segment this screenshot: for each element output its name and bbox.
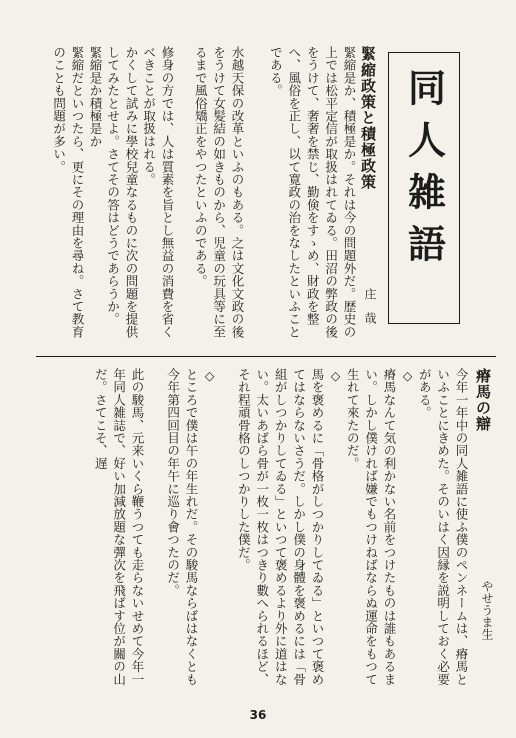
right-article-separator-3: ◇ xyxy=(202,368,217,384)
page-number: 36 xyxy=(249,708,267,722)
right-article-heading: 瘠馬の辯 xyxy=(474,368,492,432)
left-article-paragraph-2: 水越天保の改革といふのもある。之は文化文政の後をうけて女髪結の如きものから、児童の玩具等に至るまで風俗矯正をやつたといふのである。 xyxy=(193,46,245,339)
left-article-paragraph-5: 緊縮是か積極是か xyxy=(88,46,103,148)
left-article-author: 庄 哉 xyxy=(363,288,377,324)
right-article-author: やせうま生 xyxy=(480,580,494,640)
right-article-separator-1: ◇ xyxy=(400,368,415,384)
section-title: 同人雑語 xyxy=(401,68,447,276)
right-article-separator-2: ◇ xyxy=(328,368,343,384)
right-article-paragraph-2: 瘠馬なんて気の利かない名前をつけたものは誰もあるまい。しかし僕ければ嫌でもつけねばならぬ運命をもつて生れて來たのだ。 xyxy=(345,368,397,686)
right-article-paragraph-1: 今年一年中の同人雑語に使ふ僕のペンネームは、瘠馬といふことにきめた。そのいはく因縁を説明しておく必要がある。 xyxy=(417,368,469,686)
left-article-paragraph-6: 緊縮だといつたら、更にその理由を尋ね。さて教育のことも問題が多い。 xyxy=(51,46,85,339)
left-article-heading: 緊縮政策と積極政策 xyxy=(359,46,377,190)
left-article-paragraph-4: かくして試みに學校兒童なるものに次の問題を提供してみたとせよ。さてその答はどうであらうか。 xyxy=(105,46,139,339)
left-article-paragraph-3: 修身の方では、人は質素を旨とし無益の消費を省くべきことが取扱はれる。 xyxy=(141,46,175,339)
left-article-paragraph-1: 緊縮是か、積極是か。それは今の問題外だ。歴史の上では松平定信が取扱はれてゐる。田沼の弊政の後をうけて、奢奢を禁じ、勤倹をすゝめ、財政を整へ、風俗を正し、以て寛政の治をなしたといふことである。 xyxy=(268,46,357,339)
divider-line xyxy=(36,356,496,357)
right-article-paragraph-3: 馬を褒めるに「骨格がしつかりしてゐる」といつて褒めてはならないさうだ。しかし僕の身體を褒めるには「骨組がしつかりしてゐる」といつて褒めるより外に道はない。太いあばら骨が一枚一枚はつきり數へられるほど、それ程頑骨格のしつかりした僕だ。 xyxy=(236,368,325,686)
right-article-paragraph-4: ところで僕は午の年生れだ。その駿馬ならばはなくとも今年第四回目の年午に巡り會つたのだ。 xyxy=(165,368,199,686)
right-article-paragraph-5: 此の駿馬、元来いくら鞭うつても走らないせめて今年一年同人雑誌で、好い加減放題な彈次を飛ばす位が關の山だ。さてこそ、遅 xyxy=(93,368,145,686)
